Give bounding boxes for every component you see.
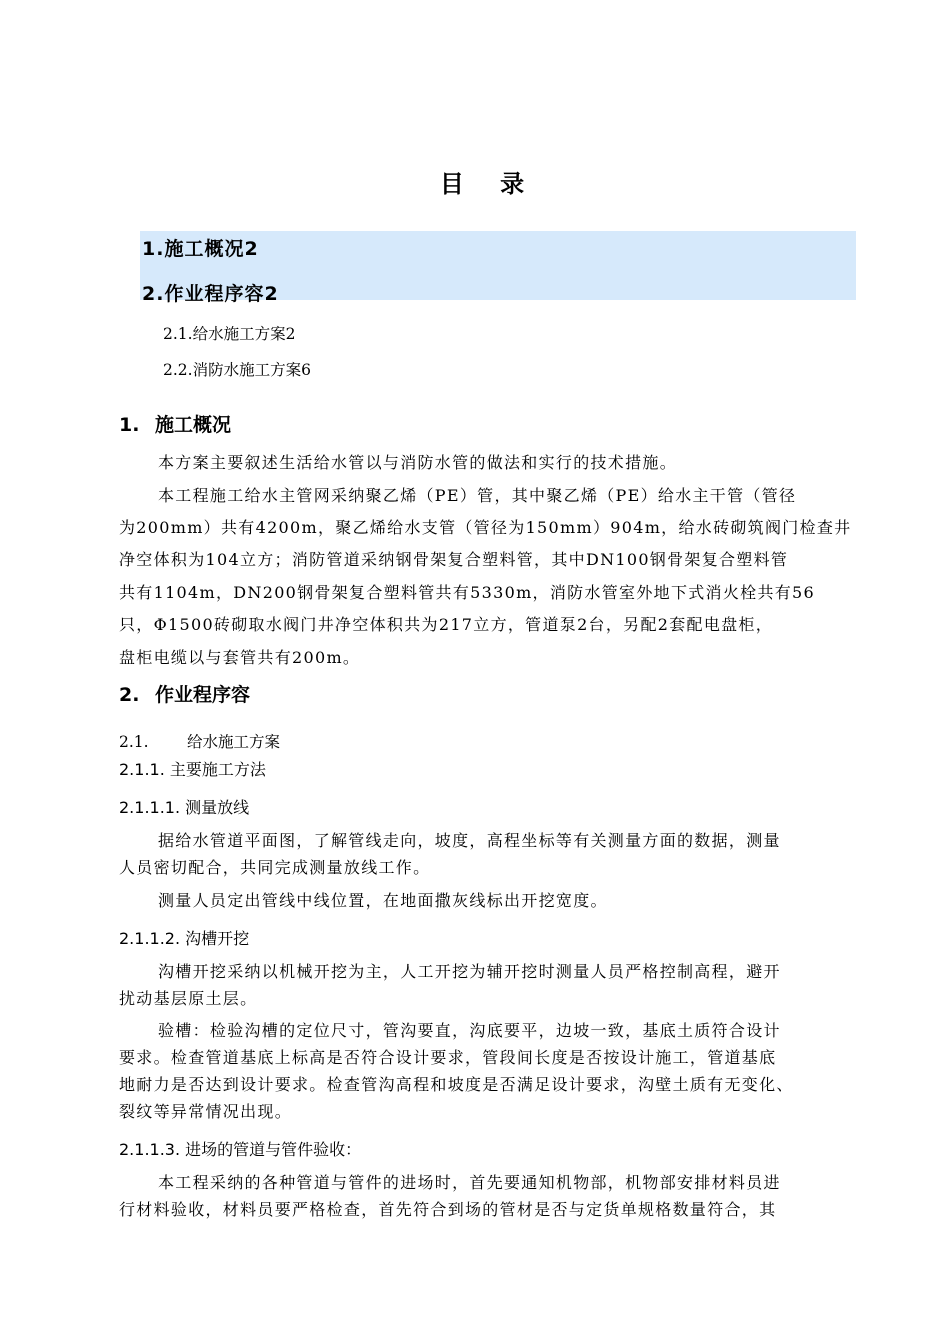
subsection-2-1-1-title: 主要施工方法 [169,760,266,779]
paragraph-line: 裂纹等异常情况出现。 [119,1102,293,1121]
paragraph-line: 净空体积为104立方；消防管道采纳钢骨架复合塑料管，其中DN100钢骨架复合塑料管 [119,550,789,569]
heading-2-1-1-2 [119,926,249,949]
paragraph-line: 验槽：检验沟槽的定位尺寸，管沟要直，沟底要平，边坡一致，基底土质符合设计 [158,1021,781,1040]
paragraph-line: 为200mm）共有4200m，聚乙烯给水支管（管径为150mm）904m，给水砖砌筑阀门检查井 [119,518,852,537]
toc-entry-1[interactable]: 1.施工概况2 [142,238,259,260]
heading-2-1-1-3-number: 2.1.1.3. [119,1140,181,1159]
subsection-2-1-number: 2.1. [119,733,149,751]
section-1-title: 施工概况 [155,414,232,436]
paragraph-line: 本方案主要叙述生活给水管以与消防水管的做法和实行的技术措施。 [158,453,678,472]
paragraph-line: 盘柜电缆以与套管共有200m。 [119,648,361,667]
section-1-number: 1. [119,414,140,436]
toc-entry-2-2[interactable]: 2.2.消防水施工方案6 [163,361,311,379]
paragraph-line: 要求。检查管道基底上标高是否符合设计要求，管段间长度是否按设计施工，管道基底 [119,1048,777,1067]
paragraph-line: 据给水管道平面图，了解管线走向，坡度，高程坐标等有关测量方面的数据，测量 [158,831,781,850]
section-2-number: 2. [119,684,140,706]
heading-2-1-1-3 [119,1137,361,1160]
subsection-2-1 [119,730,280,752]
subsection-2-1-1 [119,757,266,780]
paragraph-line: 只，Φ1500砖砌取水阀门井净空体积共为217立方，管道泵2台，另配2套配电盘柜， [119,615,774,634]
paragraph-line: 沟槽开挖采纳以机械开挖为主，人工开挖为辅开挖时测量人员严格控制高程，避开 [158,962,781,981]
heading-2-1-1-1-number: 2.1.1.1. [119,798,181,817]
toc-entry-2-1[interactable]: 2.1.给水施工方案2 [163,325,296,343]
heading-2-1-1-2-title: 沟槽开挖 [185,929,250,948]
heading-2-1-1-1-title: 测量放线 [185,798,250,817]
paragraph-line: 本工程采纳的各种管道与管件的进场时，首先要通知机物部，机物部安排材料员进 [158,1173,781,1192]
section-2-title: 作业程序容 [155,684,251,706]
subsection-2-1-title: 给水施工方案 [187,733,281,751]
paragraph-line: 人员密切配合，共同完成测量放线工作。 [119,858,431,877]
subsection-2-1-1-number: 2.1.1. [119,760,165,779]
section-1-heading [119,410,231,437]
paragraph-line: 地耐力是否达到设计要求。检查管沟高程和坡度是否满足设计要求，沟壁土质有无变化、 [119,1075,794,1094]
paragraph-line: 共有1104m，DN200钢骨架复合塑料管共有5330m，消防水管室外地下式消火栓共有56 [119,583,816,602]
toc-entry-2[interactable]: 2.作业程序容2 [142,283,279,305]
heading-2-1-1-3-title: 进场的管道与管件验收： [185,1140,362,1159]
heading-2-1-1-1 [119,795,249,818]
section-2-heading [119,680,250,707]
paragraph-line: 本工程施工给水主管网采纳聚乙烯（PE）管，其中聚乙烯（PE）给水主干管（管径 [158,486,797,505]
page-title: 目 录 [439,170,539,198]
paragraph-line: 测量人员定出管线中线位置，在地面撒灰线标出开挖宽度。 [158,891,608,910]
heading-2-1-1-2-number: 2.1.1.2. [119,929,181,948]
paragraph-line: 扰动基层原土层。 [119,989,258,1008]
paragraph-line: 行材料验收，材料员要严格检查，首先符合到场的管材是否与定货单规格数量符合，其 [119,1200,777,1219]
